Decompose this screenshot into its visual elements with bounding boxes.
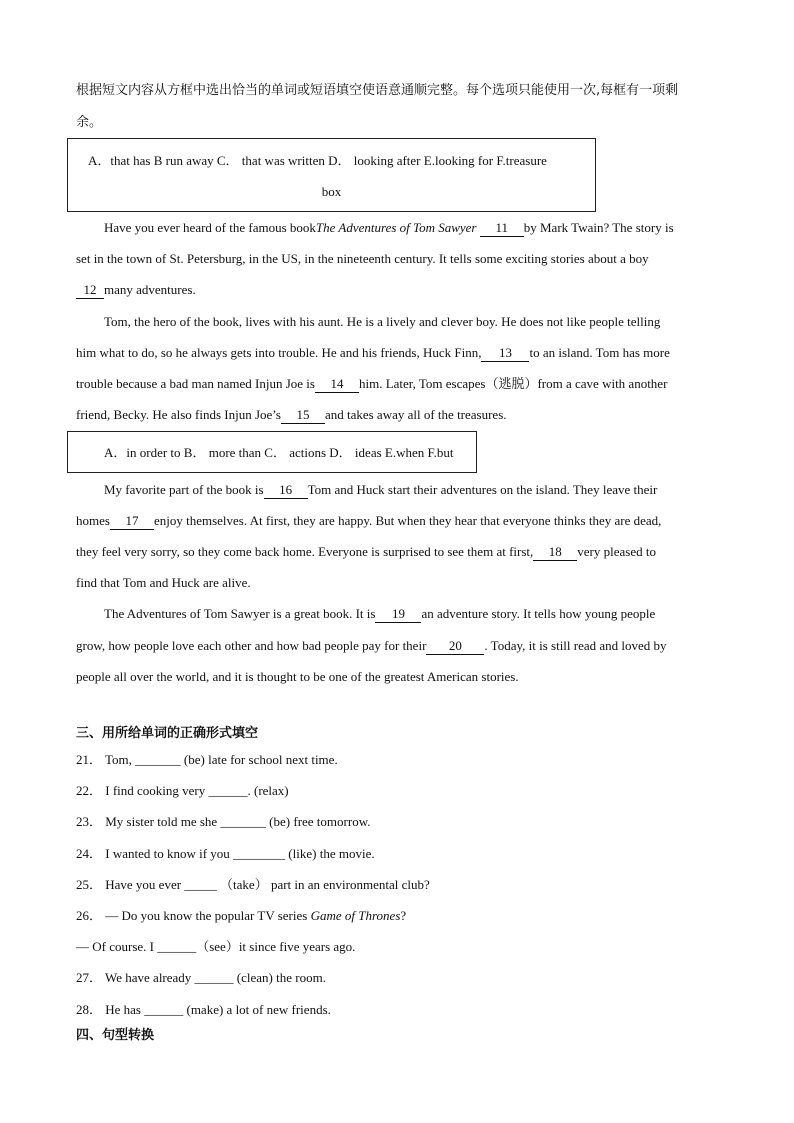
word-box-2 (67, 431, 477, 473)
p3-line-1 (104, 480, 718, 500)
p3-text: homes (76, 513, 110, 528)
tv-series-title: Game of Thrones (310, 908, 401, 923)
question-26-b: — Of course. I ______（see）it since five years ago. (76, 939, 356, 954)
p3-line-3 (76, 542, 718, 562)
p4-line-3: people all over the world, and it is thought to be one of the greatest American stories. (76, 669, 519, 684)
blank-14: 14 (315, 376, 359, 393)
blank-18: 18 (533, 544, 577, 561)
instructions-line-2: 余。 (76, 115, 103, 130)
question-22: 22． I find cooking very ______. (relax) (76, 783, 289, 798)
p4-line-1 (104, 604, 718, 624)
p2-text: trouble because a bad man named Injun Joe is (76, 376, 315, 391)
question-23: 23． My sister told me she _______ (be) free tomorrow. (76, 814, 371, 829)
p4-text: an adventure story. It tells how young people (421, 606, 656, 621)
p2-line-2 (76, 343, 718, 363)
blank-15: 15 (281, 407, 325, 424)
word-box-1 (67, 138, 596, 212)
word-box-1-row-2: box (321, 184, 342, 199)
blank-16: 16 (264, 482, 308, 499)
p3-text: enjoy themselves. At first, they are happy. But when they hear that everyone thinks they are dead, (153, 513, 662, 528)
p4-text: The Adventures of Tom Sawyer is a great book. It is (104, 606, 376, 621)
p3-text: My favorite part of the book is (104, 482, 264, 497)
p3-text: Tom and Huck start their adventures on the island. They leave their (307, 482, 658, 497)
p1-text: Have you ever heard of the famous book (104, 220, 316, 235)
question-28: 28． He has ______ (make) a lot of new friends. (76, 1002, 331, 1017)
blank-19: 19 (375, 606, 421, 623)
question-25: 25． Have you ever _____ （take） part in an environmental club? (76, 877, 430, 892)
book-title: The Adventures of Tom Sawyer (315, 220, 477, 235)
section-4-title: 四、句型转换 (76, 1028, 155, 1043)
p1-line-1 (104, 218, 718, 238)
blank-20: 20 (426, 638, 484, 655)
p2-text: him what to do, so he always gets into trouble. He and his friends, Huck Finn, (76, 345, 482, 360)
p2-line-1: Tom, the hero of the book, lives with his aunt. He is a lively and clever boy. He does not like people telling (104, 314, 661, 329)
question-21: 21． Tom, _______ (be) late for school next time. (76, 752, 338, 767)
p4-line-2 (76, 636, 718, 656)
p2-text: him. Later, Tom escapes（逃脱）from a cave with another (358, 376, 668, 391)
section-3-title: 三、用所给单词的正确形式填空 (76, 726, 259, 741)
q26-text: ? (400, 908, 407, 923)
p1-text: many adventures. (104, 282, 196, 297)
blank-11: 11 (480, 220, 524, 237)
p3-text: very pleased to (577, 544, 656, 559)
p2-line-3 (76, 374, 718, 394)
question-27: 27． We have already ______ (clean) the room. (76, 970, 326, 985)
blank-13: 13 (481, 345, 529, 362)
p3-line-4: find that Tom and Huck are alive. (76, 575, 251, 590)
p1-line-3 (76, 280, 718, 300)
p2-text: to an island. Tom has more (529, 345, 670, 360)
p3-line-2 (76, 511, 718, 531)
question-26-a (76, 906, 718, 926)
q26-text: 26． — Do you know the popular TV series (76, 908, 311, 923)
p4-text: grow, how people love each other and how bad people pay for their (76, 638, 427, 653)
word-box-1-row-1: A．that has B run away C． that was written D． looking after E.looking for F.treasure (88, 153, 547, 168)
word-box-2-row-1: A．in order to B． more than C． actions D． ideas E.when F.but (104, 445, 454, 460)
p2-text: friend, Becky. He also finds Injun Joe’s (76, 407, 281, 422)
p4-text: . Today, it is still read and loved by (484, 638, 667, 653)
p2-line-4 (76, 405, 718, 425)
instructions-line-1: 根据短文内容从方框中选出恰当的单词或短语填空使语意通顺完整。每个选项只能使用一次,每框有一项剩 (76, 83, 679, 98)
question-24: 24． I wanted to know if you ________ (like) the movie. (76, 846, 375, 861)
p3-text: they feel very sorry, so they come back home. Everyone is surprised to see them at first, (76, 544, 534, 559)
p1-line-2: set in the town of St. Petersburg, in the US, in the nineteenth century. It tells some exciting stories about a boy (76, 251, 649, 266)
blank-17: 17 (110, 513, 154, 530)
p1-text: by Mark Twain? The story is (523, 220, 674, 235)
blank-12: 12 (76, 282, 104, 299)
p2-text: and takes away all of the treasures. (324, 407, 507, 422)
